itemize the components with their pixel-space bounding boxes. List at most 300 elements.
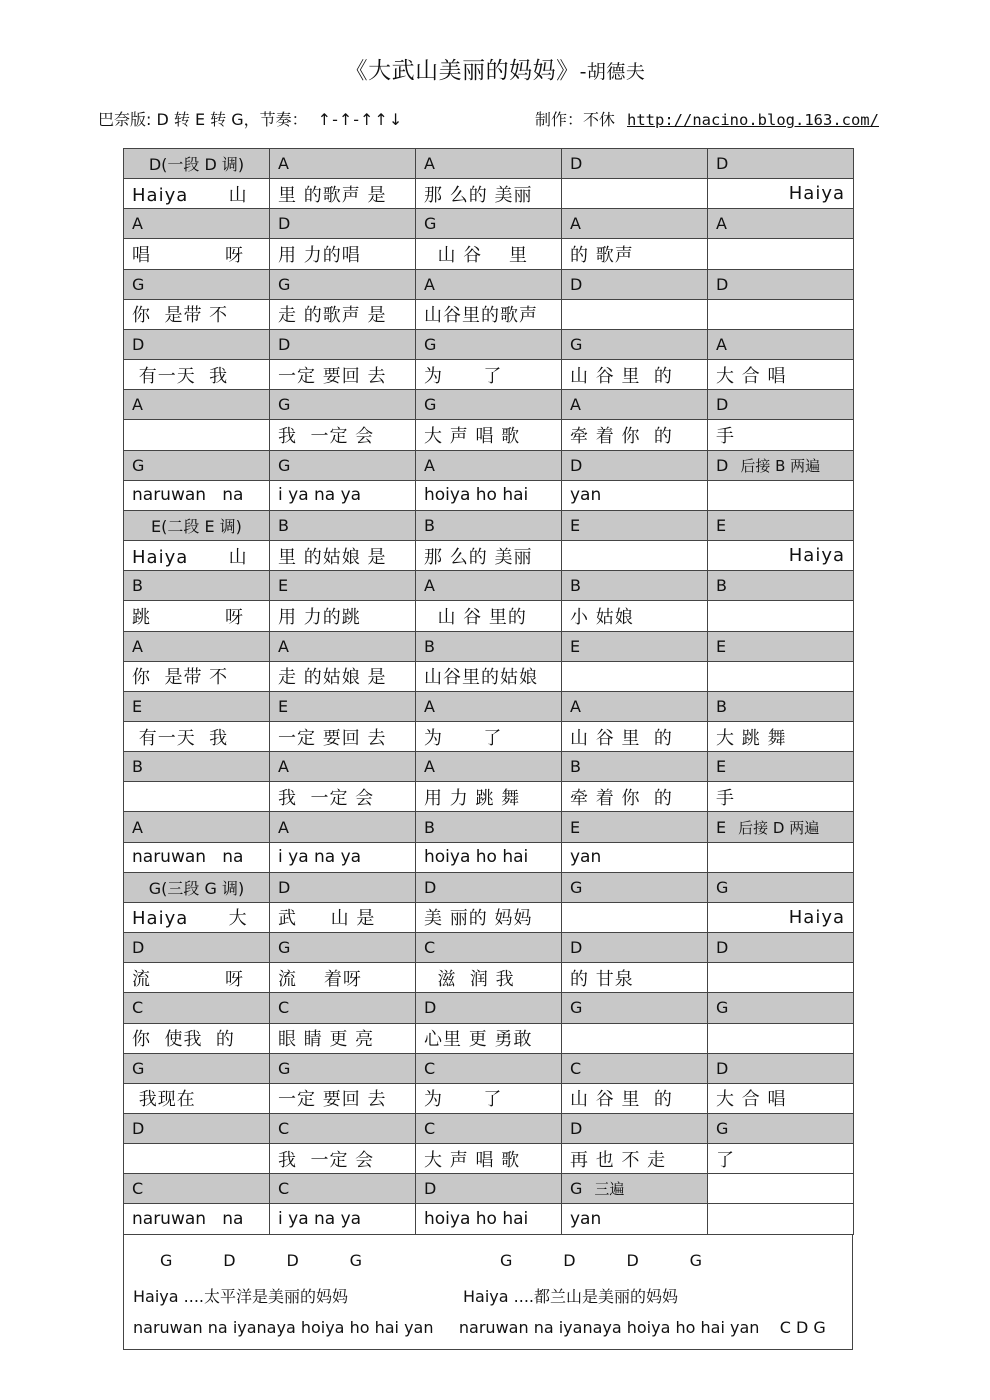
lyric-cell [562, 842, 708, 872]
lyric-cell [416, 963, 562, 993]
chord-symbol: A [424, 757, 435, 777]
chord-symbol: C [132, 1179, 144, 1199]
chord-symbol: G [424, 395, 437, 415]
chord-cell [562, 571, 708, 601]
lyric-text: 为 了 [424, 727, 503, 749]
chord-cell [416, 872, 562, 902]
chord-symbol: G [132, 274, 145, 294]
chord-cell [416, 993, 562, 1023]
chord-cell [124, 631, 270, 661]
chord-cell [416, 269, 562, 299]
chord-cell [562, 993, 708, 1023]
chord-cell [562, 1114, 708, 1144]
lyric-row [124, 661, 854, 691]
chord-cell [562, 209, 708, 239]
lyric-cell [708, 239, 854, 269]
chord-symbol: G [278, 938, 291, 958]
lyric-text: 小 姑娘 [570, 606, 634, 628]
chord-row [124, 149, 854, 179]
lyric-text: 山谷里的姑娘 [424, 667, 538, 689]
lyric-text: hoiya ho hai [424, 847, 529, 868]
lyric-cell [708, 661, 854, 691]
chord-symbol: G [424, 335, 437, 355]
lyric-cell [416, 842, 562, 872]
lyric-cell [124, 782, 270, 812]
lyric-text: 一定 要回 去 [278, 365, 387, 387]
lyric-text: 你 是带 不 [132, 305, 229, 327]
title-text: 《大武山美丽的妈妈》 [344, 58, 580, 84]
chord-symbol: A [424, 274, 435, 294]
chord-symbol: G [570, 335, 583, 355]
chord-symbol: E [278, 696, 289, 716]
lyric-cell [270, 360, 416, 390]
chord-cell [124, 872, 270, 902]
chord-symbol: A [132, 214, 143, 234]
chord-symbol: D [570, 938, 583, 958]
lyric-text: 流 着呀 [278, 968, 362, 990]
chord-cell [708, 631, 854, 661]
chord-symbol: G [278, 455, 291, 475]
lyric-text: i ya na ya [278, 1209, 362, 1230]
chord-symbol: D [278, 335, 291, 355]
chord-cell [416, 390, 562, 420]
chord-symbol: G [716, 877, 729, 897]
chord-symbol: G [278, 1058, 291, 1078]
chord-cell [270, 1053, 416, 1083]
lyric-cell [416, 721, 562, 751]
chord-cell [124, 1174, 270, 1204]
chord-symbol: D [278, 877, 291, 897]
lyric-cell [562, 360, 708, 390]
blog-link[interactable]: http://nacino.blog.163.com/ [627, 111, 879, 129]
lyric-cell [708, 902, 854, 932]
chord-cell [416, 631, 562, 661]
lyric-cell [416, 420, 562, 450]
chord-cell [270, 571, 416, 601]
lyric-cell [416, 601, 562, 631]
chord-symbol: D [424, 877, 437, 897]
chord-cell [416, 1174, 562, 1204]
chord-row [124, 752, 854, 782]
chord-symbol: G [132, 1058, 145, 1078]
chord-row [124, 329, 854, 359]
chord-row [124, 1114, 854, 1144]
lyric-cell [416, 480, 562, 510]
chord-row [124, 691, 854, 721]
credit-text: 制作：不休 [535, 110, 616, 129]
lyric-row [124, 842, 854, 872]
chord-symbol: D [278, 214, 291, 234]
lyric-text: 用 力的跳 [278, 606, 361, 628]
chord-cell [562, 933, 708, 963]
lyric-text: 牵 着 你 的 [570, 425, 673, 447]
outro-chords-right: G D D G [500, 1251, 703, 1270]
chord-symbol: A [424, 576, 435, 596]
chord-symbol: A [278, 636, 289, 656]
lyric-text: 有一天 我 [132, 365, 229, 387]
lyric-text: 了 [716, 1149, 735, 1171]
lyric-row [124, 179, 854, 209]
lyric-row [124, 1023, 854, 1053]
chord-cell [562, 450, 708, 480]
lyric-cell [562, 782, 708, 812]
chord-cell [270, 209, 416, 239]
chord-cell [708, 1174, 854, 1204]
lyric-text: 我 一定 会 [278, 425, 375, 447]
chord-cell [270, 812, 416, 842]
lyric-cell [562, 601, 708, 631]
lyric-cell [708, 1144, 854, 1174]
lyric-text: 走 的歌声 是 [278, 305, 387, 327]
chord-symbol: G [278, 274, 291, 294]
chord-symbol: C [424, 1058, 436, 1078]
lyric-cell [270, 299, 416, 329]
lyric-cell [562, 902, 708, 932]
chord-symbol: D [570, 1119, 583, 1139]
chord-symbol: A [424, 154, 435, 174]
chord-cell [124, 993, 270, 1023]
lyric-cell [562, 179, 708, 209]
lyric-cell [416, 239, 562, 269]
lyric-cell [270, 661, 416, 691]
lyric-cell [708, 1204, 854, 1234]
lyric-text: yan [570, 485, 602, 506]
chord-cell [708, 691, 854, 721]
chord-symbol: G [570, 998, 583, 1018]
credit-info [535, 107, 879, 130]
lyric-cell [416, 360, 562, 390]
chord-cell [124, 1114, 270, 1144]
chord-cell [270, 390, 416, 420]
lyric-cell [562, 721, 708, 751]
chord-symbol: A [278, 757, 289, 777]
chord-cell [270, 933, 416, 963]
lyric-cell [708, 420, 854, 450]
lyric-row [124, 1204, 854, 1234]
chord-cell [416, 571, 562, 601]
lyric-cell [124, 1204, 270, 1234]
lyric-cell [124, 179, 270, 209]
lyric-text: 山 谷 里 的 [570, 365, 673, 387]
chord-symbol: B [716, 576, 727, 596]
lyric-text: 为 了 [424, 1089, 503, 1111]
chord-symbol: D [716, 938, 729, 958]
lyric-cell [416, 541, 562, 571]
outro-final-line: naruwan na iyanaya hoiya ho hai yan naruwan na iyanaya hoiya ho hai yan C D G [133, 1318, 826, 1337]
lyric-row [124, 360, 854, 390]
chord-cell [416, 812, 562, 842]
lyric-text: 的 歌声 [570, 245, 634, 267]
chord-cell [416, 933, 562, 963]
lyric-cell [416, 1083, 562, 1113]
chord-cell [708, 390, 854, 420]
lyric-cell [708, 721, 854, 751]
lyric-text: hoiya ho hai [424, 1209, 529, 1230]
chord-cell [416, 209, 562, 239]
chord-symbol: C [278, 1179, 290, 1199]
lyric-cell [124, 1083, 270, 1113]
lyric-row [124, 420, 854, 450]
chord-symbol: E [716, 515, 727, 535]
lyric-cell [708, 480, 854, 510]
chord-row [124, 571, 854, 601]
lyric-text: 大 合 唱 [716, 365, 787, 387]
lyric-cell [124, 239, 270, 269]
lyric-cell [562, 1023, 708, 1053]
outro-chords-left: G D D G [160, 1251, 363, 1270]
chord-row [124, 812, 854, 842]
lyric-row [124, 299, 854, 329]
lyric-row [124, 601, 854, 631]
lyric-cell [124, 601, 270, 631]
chord-row [124, 450, 854, 480]
chord-symbol: A [132, 817, 143, 837]
lyric-cell [562, 1083, 708, 1113]
lyric-text: Haiya 山 [132, 184, 248, 206]
chord-symbol: D [424, 1179, 437, 1199]
lyric-text: 那 么的 美丽 [424, 546, 533, 568]
chord-cell [708, 571, 854, 601]
lyric-text: hoiya ho hai [424, 485, 529, 506]
chord-row [124, 631, 854, 661]
chord-symbol: A [132, 636, 143, 656]
lyric-cell [416, 179, 562, 209]
chord-cell [562, 390, 708, 420]
chord-symbol: G [424, 214, 437, 234]
lyric-text: 用 力 跳 舞 [424, 787, 521, 809]
lyric-text: 走 的姑娘 是 [278, 667, 387, 689]
lyric-text: i ya na ya [278, 485, 362, 506]
chord-cell [270, 691, 416, 721]
chord-symbol: G [716, 1119, 729, 1139]
lyric-text: naruwan na [132, 1209, 244, 1230]
lyric-cell [124, 902, 270, 932]
repeat-note: 三遍 [594, 1180, 625, 1199]
lyric-cell [708, 1023, 854, 1053]
rhythm-pattern: ↑-↑-↑↑↓ [317, 110, 404, 129]
chord-symbol: A [424, 455, 435, 475]
lyric-cell [270, 842, 416, 872]
lyric-cell [270, 480, 416, 510]
chord-cell [562, 269, 708, 299]
chord-row [124, 1053, 854, 1083]
chord-symbol: B [424, 515, 435, 535]
chord-symbol: C [570, 1058, 582, 1078]
lyric-cell [562, 541, 708, 571]
lyric-text: 你 是带 不 [132, 667, 229, 689]
chord-symbol: E [570, 515, 581, 535]
lyric-cell [562, 1204, 708, 1234]
lyric-cell [562, 420, 708, 450]
chord-symbol: A [278, 154, 289, 174]
lyric-text: 大 声 唱 歌 [424, 425, 521, 447]
chord-symbol: E [132, 696, 143, 716]
lyric-row [124, 1144, 854, 1174]
chord-symbol: E [278, 576, 289, 596]
chord-cell [124, 450, 270, 480]
chord-cell [562, 691, 708, 721]
lyric-cell [124, 541, 270, 571]
chord-symbol: D [132, 938, 145, 958]
chord-symbol: B [716, 696, 727, 716]
chord-symbol: C [278, 1119, 290, 1139]
chord-symbol: D [716, 274, 729, 294]
chord-cell [124, 390, 270, 420]
lyric-cell [270, 1144, 416, 1174]
chord-row [124, 390, 854, 420]
chord-cell [562, 510, 708, 540]
lyric-cell [416, 1204, 562, 1234]
chord-symbol: B [278, 515, 289, 535]
lyric-text: yan [570, 847, 602, 868]
lyric-cell [562, 239, 708, 269]
chord-cell [124, 691, 270, 721]
chord-symbol: A [570, 395, 581, 415]
lyric-text: 的 甘泉 [570, 968, 634, 990]
chord-cell [124, 510, 270, 540]
lyric-cell [708, 179, 854, 209]
chord-cell [416, 1053, 562, 1083]
chord-cell [270, 993, 416, 1023]
lyric-cell [270, 541, 416, 571]
chord-cell [562, 631, 708, 661]
chord-symbol: E [716, 757, 727, 777]
chord-cell [562, 329, 708, 359]
chord-symbol: E(二段 E 调) [151, 516, 242, 536]
lyric-text: 我 一定 会 [278, 1149, 375, 1171]
chord-cell [416, 329, 562, 359]
lyric-text: 一定 要回 去 [278, 727, 387, 749]
song-title [0, 52, 990, 85]
chord-cell [124, 812, 270, 842]
lyric-cell [270, 601, 416, 631]
lyric-row [124, 902, 854, 932]
chord-cell [708, 933, 854, 963]
chord-symbol: E [716, 636, 727, 656]
lyric-text: Haiya 山 [132, 546, 248, 568]
lyric-text: 我现在 [132, 1089, 196, 1111]
lyric-cell [124, 1023, 270, 1053]
chord-cell [270, 1174, 416, 1204]
lyric-cell [416, 782, 562, 812]
lyric-text: 用 力的唱 [278, 245, 361, 267]
chord-cell [270, 329, 416, 359]
chord-row [124, 269, 854, 299]
lyric-cell [416, 902, 562, 932]
chord-cell [708, 993, 854, 1023]
chord-symbol: B [424, 817, 435, 837]
chord-cell [562, 752, 708, 782]
lyric-row [124, 721, 854, 751]
chord-cell [124, 752, 270, 782]
lyric-text: 跳 呀 [132, 606, 244, 628]
chord-symbol: G [716, 998, 729, 1018]
chord-symbol: D [716, 395, 729, 415]
chord-symbol: G [570, 877, 583, 897]
chord-cell [124, 571, 270, 601]
chord-cell [270, 149, 416, 179]
chord-cell [124, 149, 270, 179]
lyric-cell [708, 1083, 854, 1113]
lyric-cell [270, 1204, 416, 1234]
chord-symbol: D [132, 1119, 145, 1139]
lyric-cell [708, 541, 854, 571]
lyric-cell [708, 360, 854, 390]
chord-cell [270, 872, 416, 902]
lyric-text: 里 的歌声 是 [278, 184, 387, 206]
chord-symbol: G(三段 G 调) [148, 878, 245, 898]
chord-cell [708, 510, 854, 540]
lyric-cell [124, 299, 270, 329]
lyric-cell [562, 661, 708, 691]
chord-symbol: D(一段 D 调) [148, 155, 245, 175]
chord-cell [562, 149, 708, 179]
chord-row [124, 510, 854, 540]
chord-cell [708, 1114, 854, 1144]
chord-cell [708, 209, 854, 239]
lyric-cell [562, 480, 708, 510]
lyric-row [124, 480, 854, 510]
lyric-cell [124, 360, 270, 390]
lyric-cell [124, 963, 270, 993]
chord-row [124, 1174, 854, 1204]
chord-cell [124, 329, 270, 359]
lyric-text: 为 了 [424, 365, 503, 387]
lyric-cell [124, 842, 270, 872]
chord-cell [708, 329, 854, 359]
chord-cell [270, 450, 416, 480]
lyric-text: 山 谷 里 的 [570, 1089, 673, 1111]
chord-symbol: A [424, 696, 435, 716]
chord-symbol: E [716, 817, 727, 837]
lyric-text: 手 [716, 787, 735, 809]
repeat-note: 后接 D 两遍 [738, 818, 820, 837]
lyric-row [124, 1083, 854, 1113]
lyric-text: 我 一定 会 [278, 787, 375, 809]
chord-cell [270, 752, 416, 782]
lyric-text: 一定 要回 去 [278, 1089, 387, 1111]
chord-symbol: B [132, 576, 143, 596]
chord-symbol: E [570, 636, 581, 656]
lyric-text: naruwan na [132, 847, 244, 868]
chord-cell [562, 1174, 708, 1204]
lyric-row [124, 239, 854, 269]
lyric-text: Haiya [788, 183, 845, 205]
lyric-row [124, 963, 854, 993]
lyric-text: 那 么的 美丽 [424, 184, 533, 206]
chord-cell [562, 812, 708, 842]
lyric-cell [270, 902, 416, 932]
chord-symbol: G [278, 395, 291, 415]
chord-cell [708, 812, 854, 842]
chord-row [124, 933, 854, 963]
chord-symbol: G [570, 1179, 583, 1199]
chord-symbol: A [570, 696, 581, 716]
lyric-cell [270, 179, 416, 209]
lyric-row [124, 541, 854, 571]
lyric-cell [270, 1023, 416, 1053]
chord-symbol: D [570, 455, 583, 475]
chord-symbol: D [132, 335, 145, 355]
author-text: -胡德夫 [579, 61, 646, 83]
lyric-cell [270, 420, 416, 450]
chord-cell [416, 691, 562, 721]
lyric-cell [270, 782, 416, 812]
chord-symbol: B [570, 576, 581, 596]
lyric-text: 山 谷 里的 [424, 606, 527, 628]
chord-cell [562, 1053, 708, 1083]
chord-cell [708, 149, 854, 179]
